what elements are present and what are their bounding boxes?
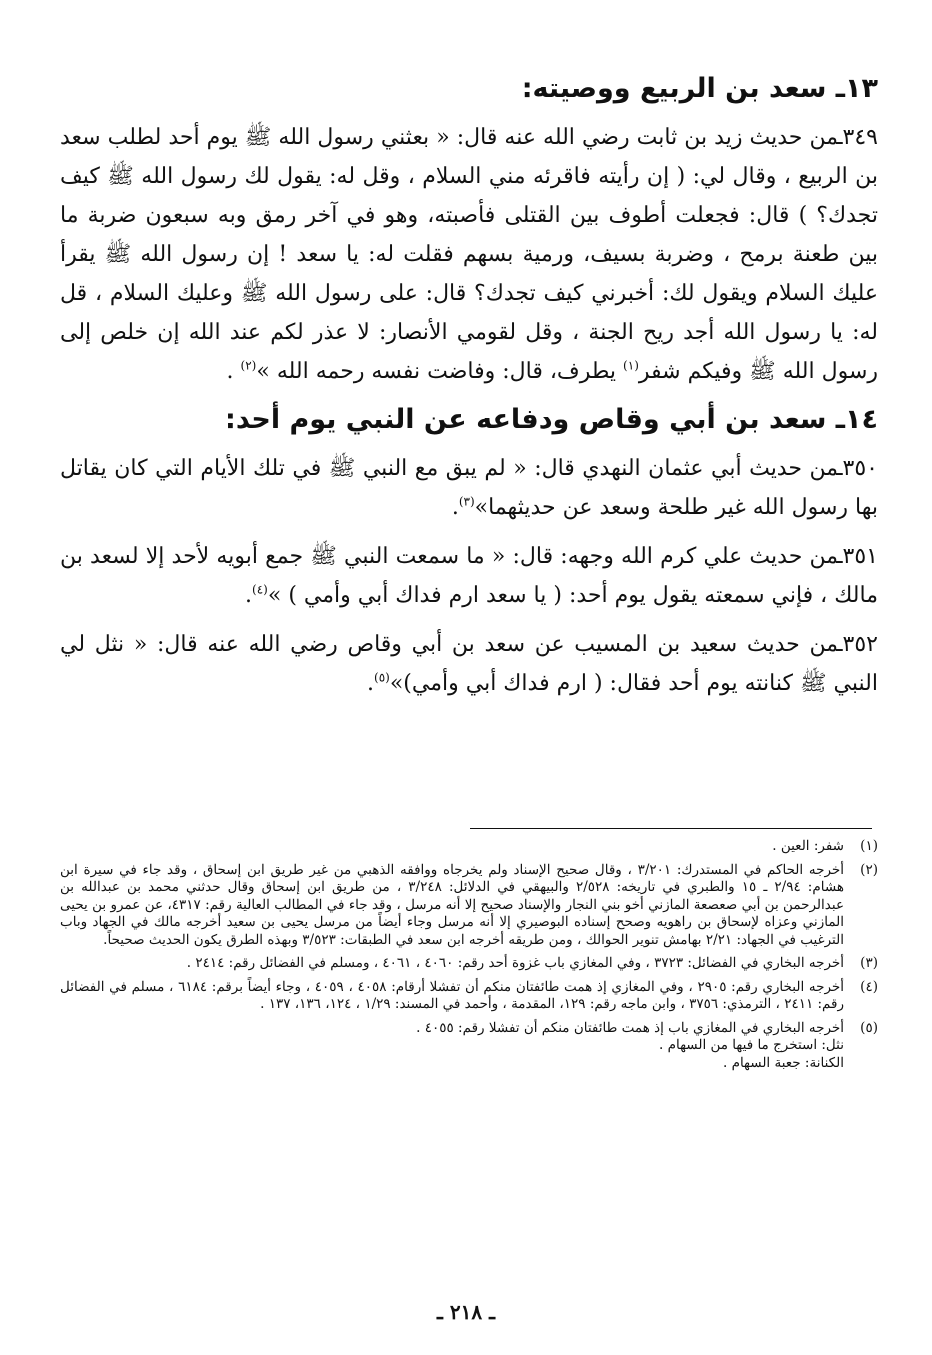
hadith-end: . — [226, 358, 241, 384]
hadith-text: من حديث زيد بن ثابت رضي الله عنه قال: « بعثني رسول الله ﷺ يوم أحد لطلب سعد بن الربيع ، وقال لي: ( إن رأيته فاقرئه مني السلام ، وقل له: يقول لك رسول الله ﷺ كيف تجدك؟ ) قال: فجعلت أطوف بين القتلى فأصبته، وهو في آخر رمق وبه سبعون ضربة ما بين طعنة برمح ، وضربة بسيف، ورمية بسهم فقلت له: يا سعد ! إن رسول الله ﷺ يقرأ عليك السلام ويقول لك: أخبرني كيف تجدك؟ قال: على رسول الله ﷺ وعليك السلام ، قل له: يا رسول الله أجد ريح الجنة ، وقل لقومي الأنصار: لا عذر لكم عند الله إن خلص إلى رسول الله ﷺ وفيكم شفر — [60, 124, 878, 384]
footnote-divider — [470, 828, 872, 829]
footnote-ref: (١) — [623, 358, 639, 373]
footnote-line: أخرجه البخاري رقم: ٢٩٠٥ ، وفي المغازي إذ همت طائفتان منكم أن تفشلا أرقام: ٤٠٥٨ ، ٤٠٥٩ ، وجاء أيضاً برقم: ٦١٨٤ ، مسلم في الفضائل رقم: ٢٤١١ ، الترمذي: ٣٧٥٦ ، وابن ماجه رقم: ١٢٩، المقدمة ، وأحمد في المسند: ١/٢٩ ، ١٢٤، ١٣٦، ١٣٧ . — [60, 978, 845, 1012]
footnote-number: (٤) — [860, 978, 878, 995]
footnote-ref: (٥) — [374, 670, 390, 685]
footnote-ref: (٢) — [240, 358, 257, 373]
footnote-ref: (٣) — [458, 494, 475, 509]
footnote-number: (٢) — [860, 861, 878, 878]
hadith-352 — [60, 625, 878, 703]
footnote-number: (٥) — [860, 1019, 878, 1036]
hadith-text-continued: يطرف، قال: وفاضت نفسه رحمه الله » — [256, 358, 624, 384]
footnote-line: أخرجه البخاري في المغازي باب إذ همت طائفتان منكم أن تفشلا رقم: ٤٠٥٥ . — [416, 1019, 844, 1036]
section-heading-14: ١٤ـ سعد بن أبي وقاص ودفاعه عن النبي يوم أحد: — [225, 403, 878, 435]
footnote-5 — [60, 1020, 878, 1073]
footnote-text — [60, 862, 844, 950]
hadith-350 — [60, 449, 878, 527]
footnote-line: الكنانة: جعبة السهام . — [723, 1054, 844, 1071]
hadith-end: . — [367, 670, 375, 696]
footnote-line: أخرجه البخاري في الفضائل: ٣٧٢٣ ، وفي المغازي باب غزوة أحد رقم: ٤٠٦٠ ، ٤٠٦١ ، ومسلم في الفضائل رقم: ٢٤١٤ . — [186, 955, 844, 971]
hadith-text: من حديث أبي عثمان النهدي قال: « لم يبق مع النبي ﷺ في تلك الأيام التي كان يقاتل بها رسول الله غير طلحة وسعد عن حديثهما» — [60, 455, 878, 520]
hadith-end: . — [451, 494, 459, 520]
hadith-end: . — [245, 582, 253, 608]
section-heading-13: ١٣ـ سعد بن الربيع ووصيته: — [521, 73, 878, 104]
hadith-349 — [60, 118, 878, 391]
page-number: ـ ٢١٨ ـ — [437, 1300, 495, 1324]
main-text — [60, 70, 878, 713]
footnote-line: شفر: العين . — [772, 838, 844, 854]
footnote-text — [60, 979, 844, 1014]
hadith-351 — [60, 537, 878, 615]
hadith-text: من حديث سعيد بن المسيب عن سعد بن أبي وقاص رضي الله عنه قال: « نثل لي النبي ﷺ كنانته يوم أحد فقال: ( ارم فداك أبي وأمي)» — [60, 631, 878, 696]
footnotes — [60, 838, 878, 1078]
footnote-number: (١) — [860, 838, 878, 854]
footnote-text — [60, 955, 844, 973]
footnote-text — [60, 1020, 844, 1073]
footnote-4 — [60, 979, 878, 1014]
hadith-number: ٣٥٠ـ — [836, 455, 878, 481]
hadith-number: ٣٥١ـ — [836, 543, 878, 569]
footnote-1 — [60, 838, 878, 856]
hadith-number: ٣٥٢ـ — [836, 631, 878, 657]
hadith-number: ٣٤٩ـ — [836, 124, 878, 150]
footnote-2 — [60, 862, 878, 950]
footnote-text — [60, 838, 844, 856]
footnote-3 — [60, 955, 878, 973]
hadith-text: من حديث علي كرم الله وجهه: قال: « ما سمعت النبي ﷺ جمع أبويه لأحد إلا لسعد بن مالك ، فإني سمعته يقول يوم أحد: ( يا سعد ارم فداك أبي وأمي ) » — [60, 543, 878, 608]
footnote-line: أخرجه الحاكم في المستدرك: ٣/٢٠١ ، وقال صحيح الإسناد ولم يخرجاه ووافقه الذهبي من غير طريق ابن إسحاق ، وقد جاء في سيرة ابن هشام: ٢/٩٤ ـ ١٥ والطبري في تاريخه: ٢/٥٢٨ والبيهقي في الدلائل: ٣/٢٤٨ ، من طريق ابن إسحاق وقال حدثني محمد بن عبدالله بن عبدالرحمن بن أبي صعصعة المازني أخو بني النجار والإسناد صحيح إلا أنه مرسل ، وقد جاء في المطالب العالية رقم: ٤٣١٧، عن عمرو بن يحيى المازني وعزاه لإسحاق بن راهويه وصحح إسناده البوصيري إلا أنه مرسل وجاء أيضاً من مرسل يحيى بن سعيد أخرجه مالك في الجهاد وباب الترغيب في الجهاد: ٢/٢١ بهامش تنوير الحوالك ، ومن طريقه أخرجه ابن سعد في الطبقات: ٣/٥٢٣ وبهذه الطرق يكون الحديث صحيحاً. — [60, 861, 845, 948]
footnote-line: نثل: استخرج ما فيها من السهام . — [659, 1037, 844, 1053]
footnote-ref: (٤) — [252, 582, 268, 597]
footnote-number: (٣) — [860, 955, 878, 971]
